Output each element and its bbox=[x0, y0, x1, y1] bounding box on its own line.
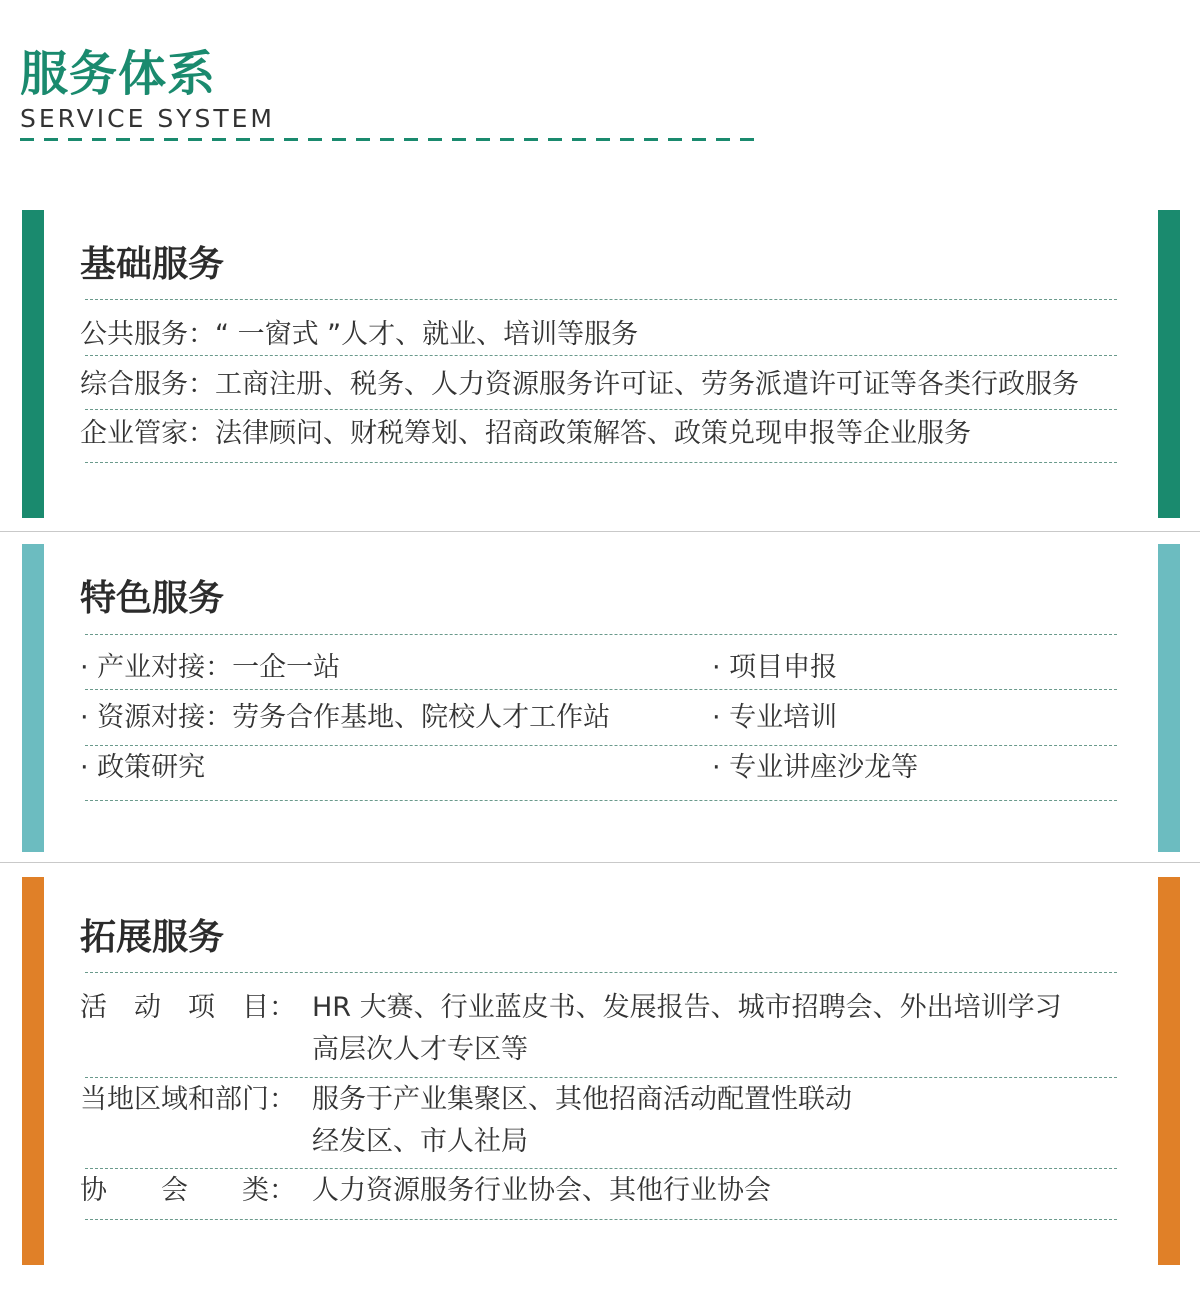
dotted-divider bbox=[85, 1219, 1117, 1220]
list-item: 公共服务：“ 一窗式 ”人才、就业、培训等服务 bbox=[80, 319, 639, 350]
dotted-divider bbox=[85, 972, 1117, 973]
section-separator bbox=[0, 531, 1200, 532]
item-label: 活 动 项 目： bbox=[80, 992, 296, 1023]
page-subtitle: SERVICE SYSTEM bbox=[20, 104, 275, 133]
dotted-divider bbox=[85, 800, 1117, 801]
section-title: 基础服务 bbox=[80, 244, 225, 285]
section-accent-bar-left bbox=[22, 877, 44, 1265]
title-dashed-underline bbox=[20, 138, 758, 141]
dotted-divider bbox=[85, 1168, 1117, 1169]
list-item bbox=[80, 1083, 852, 1117]
list-item bbox=[80, 991, 1062, 1025]
dotted-divider bbox=[85, 355, 1117, 356]
section-accent-bar-left bbox=[22, 544, 44, 852]
item-content: 高层次人才专区等 bbox=[312, 1034, 528, 1065]
dotted-divider bbox=[85, 299, 1117, 300]
dotted-divider bbox=[85, 409, 1117, 410]
extended-services-section bbox=[0, 877, 1200, 1265]
item-content: HR 大赛、行业蓝皮书、发展报告、城市招聘会、外出培训学习 bbox=[312, 992, 1062, 1023]
basic-services-section bbox=[0, 210, 1200, 518]
section-title: 特色服务 bbox=[80, 578, 225, 619]
item-content: 经发区、市人社局 bbox=[312, 1126, 528, 1157]
list-item: · 专业培训 bbox=[712, 702, 838, 733]
item-content: 人力资源服务行业协会、其他行业协会 bbox=[312, 1175, 771, 1206]
section-accent-bar-right bbox=[1158, 877, 1180, 1265]
list-item: · 产业对接：一企一站 bbox=[80, 652, 341, 683]
section-accent-bar-left bbox=[22, 210, 44, 518]
section-separator bbox=[0, 862, 1200, 863]
dotted-divider bbox=[85, 462, 1117, 463]
list-item bbox=[80, 1174, 771, 1208]
list-item: 综合服务：工商注册、税务、人力资源服务许可证、劳务派遣许可证等各类行政服务 bbox=[80, 369, 1079, 400]
section-accent-bar-right bbox=[1158, 210, 1180, 518]
item-content: 服务于产业集聚区、其他招商活动配置性联动 bbox=[312, 1084, 852, 1115]
item-label: 协 会 类： bbox=[80, 1175, 296, 1206]
dotted-divider bbox=[85, 1077, 1117, 1078]
section-title: 拓展服务 bbox=[80, 917, 225, 958]
list-item: · 资源对接：劳务合作基地、院校人才工作站 bbox=[80, 702, 611, 733]
dotted-divider bbox=[85, 745, 1117, 746]
list-item: · 项目申报 bbox=[712, 652, 838, 683]
item-label: 当地区域和部门： bbox=[80, 1084, 296, 1115]
dotted-divider bbox=[85, 634, 1117, 635]
list-item: · 政策研究 bbox=[80, 752, 206, 783]
page-title: 服务体系 bbox=[20, 46, 217, 102]
list-item: 企业管家：法律顾问、财税筹划、招商政策解答、政策兑现申报等企业服务 bbox=[80, 418, 971, 449]
section-accent-bar-right bbox=[1158, 544, 1180, 852]
featured-services-section bbox=[0, 544, 1200, 852]
dotted-divider bbox=[85, 689, 1117, 690]
list-item: · 专业讲座沙龙等 bbox=[712, 752, 919, 783]
